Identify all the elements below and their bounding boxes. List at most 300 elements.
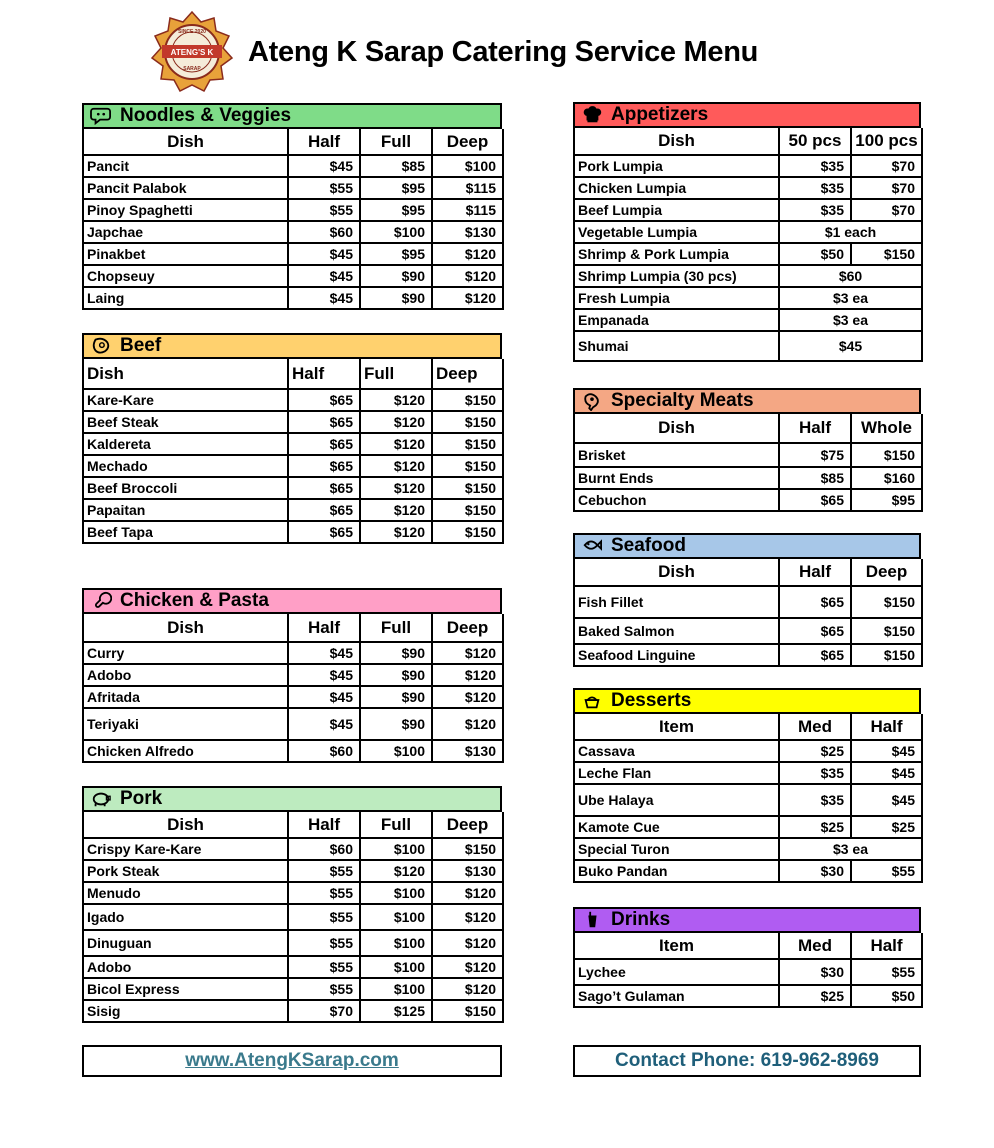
meat-icon [581, 391, 603, 411]
dish-name: Kamote Cue [574, 816, 779, 838]
price-cell: $55 [288, 860, 360, 882]
table-row [574, 586, 922, 618]
price-cell: $65 [288, 521, 360, 543]
dish-name: Shrimp Lumpia (30 pcs) [574, 265, 779, 287]
column-header: Full [360, 129, 432, 155]
table-row [574, 784, 922, 816]
price-cell: $100 [360, 904, 432, 930]
desserts-section-title [573, 688, 921, 714]
table-row [574, 243, 922, 265]
price-cell: $130 [432, 860, 503, 882]
dish-name: Crispy Kare-Kare [83, 838, 288, 860]
price-cell: $55 [288, 882, 360, 904]
column-header: Deep [432, 129, 503, 155]
dish-name: Pork Lumpia [574, 155, 779, 177]
table-header-row [574, 714, 922, 740]
price-cell: $60 [288, 838, 360, 860]
price-cell: $85 [779, 467, 851, 489]
dish-name: Fresh Lumpia [574, 287, 779, 309]
table-row [83, 740, 503, 762]
dish-name: Afritada [83, 686, 288, 708]
table-row [574, 331, 922, 361]
price-cell: $115 [432, 177, 503, 199]
column-header: Med [779, 714, 851, 740]
price-cell: $95 [851, 489, 922, 511]
table-row [83, 860, 503, 882]
dish-name: Pinakbet [83, 243, 288, 265]
table-row [83, 389, 503, 411]
price-cell: $65 [779, 489, 851, 511]
table-row [574, 985, 922, 1007]
price-cell: $95 [360, 177, 432, 199]
table-row [574, 860, 922, 882]
dish-name: Buko Pandan [574, 860, 779, 882]
price-cell: $90 [360, 642, 432, 664]
price-cell: $45 [288, 155, 360, 177]
table-row [83, 930, 503, 956]
dish-name: Lychee [574, 959, 779, 985]
column-header: Item [574, 933, 779, 959]
price-cell: $150 [432, 838, 503, 860]
price-cell: $70 [288, 1000, 360, 1022]
table-row [83, 221, 503, 243]
dish-name: Beef Tapa [83, 521, 288, 543]
cup-icon [581, 910, 603, 930]
price-cell: $25 [851, 816, 922, 838]
table-row [574, 177, 922, 199]
price-cell: $55 [851, 860, 922, 882]
table-row [83, 499, 503, 521]
dish-name: Curry [83, 642, 288, 664]
price-cell: $55 [288, 199, 360, 221]
price-cell: $120 [432, 265, 503, 287]
price-cell: $3 ea [779, 838, 922, 860]
price-cell: $65 [779, 586, 851, 618]
price-cell: $65 [288, 433, 360, 455]
noodles-title-text: Noodles & Veggies [120, 105, 292, 126]
dish-name: Baked Salmon [574, 618, 779, 644]
dish-name: Sago’t Gulaman [574, 985, 779, 1007]
noodles-section-title [82, 103, 502, 129]
price-cell: $35 [779, 155, 851, 177]
price-cell: $130 [432, 740, 503, 762]
contact-phone: Contact Phone: 619-962-8969 [573, 1045, 921, 1077]
desserts-table [573, 714, 923, 883]
table-row [83, 686, 503, 708]
price-cell: $45 [779, 331, 922, 361]
table-row [83, 265, 503, 287]
dish-name: Menudo [83, 882, 288, 904]
section-appetizers [573, 102, 921, 362]
price-cell: $3 ea [779, 287, 922, 309]
section-desserts [573, 688, 921, 883]
page-title: Ateng K Sarap Catering Service Menu [248, 35, 759, 68]
price-cell: $35 [779, 199, 851, 221]
price-cell: $65 [779, 644, 851, 666]
price-cell: $55 [851, 959, 922, 985]
specialty-section-title [573, 388, 921, 414]
table-row [83, 708, 503, 740]
price-cell: $120 [360, 860, 432, 882]
price-cell: $115 [432, 199, 503, 221]
column-header: Dish [83, 359, 288, 389]
table-row [574, 959, 922, 985]
column-header: Dish [83, 129, 288, 155]
table-header-row [574, 933, 922, 959]
column-header: Half [851, 714, 922, 740]
table-row [574, 740, 922, 762]
price-cell: $50 [851, 985, 922, 1007]
dish-name: Seafood Linguine [574, 644, 779, 666]
price-cell: $120 [432, 664, 503, 686]
price-cell: $120 [360, 411, 432, 433]
price-cell: $150 [432, 455, 503, 477]
price-cell: $120 [432, 686, 503, 708]
price-cell: $150 [432, 389, 503, 411]
table-row [83, 882, 503, 904]
price-cell: $55 [288, 930, 360, 956]
table-row [574, 489, 922, 511]
column-header: Deep [432, 359, 503, 389]
dish-name: Special Turon [574, 838, 779, 860]
table-row [83, 956, 503, 978]
table-row [83, 664, 503, 686]
dish-name: Chopseuy [83, 265, 288, 287]
column-header: 50 pcs [779, 128, 851, 155]
column-header: Deep [432, 614, 503, 642]
seafood-title-text: Seafood [611, 535, 686, 556]
dish-name: Adobo [83, 664, 288, 686]
price-cell: $125 [360, 1000, 432, 1022]
price-cell: $130 [432, 221, 503, 243]
table-row [83, 243, 503, 265]
price-cell: $150 [432, 521, 503, 543]
seafood-section-title [573, 533, 921, 559]
price-cell: $100 [360, 882, 432, 904]
table-row [574, 644, 922, 666]
price-cell: $30 [779, 959, 851, 985]
price-cell: $150 [432, 411, 503, 433]
table-row [574, 838, 922, 860]
table-row [83, 177, 503, 199]
table-row [83, 199, 503, 221]
price-cell: $60 [288, 221, 360, 243]
table-row [574, 618, 922, 644]
table-row [83, 477, 503, 499]
column-header: Full [360, 812, 432, 838]
price-cell: $3 ea [779, 309, 922, 331]
price-cell: $45 [288, 243, 360, 265]
price-cell: $25 [779, 985, 851, 1007]
table-row [83, 642, 503, 664]
section-specialty-meats [573, 388, 921, 512]
column-header: Half [288, 129, 360, 155]
dish-name: Cassava [574, 740, 779, 762]
beef-title-text: Beef [120, 335, 162, 356]
table-row [83, 433, 503, 455]
price-cell: $1 each [779, 221, 922, 243]
price-cell: $65 [288, 411, 360, 433]
price-cell: $120 [432, 904, 503, 930]
logo-icon [148, 10, 236, 94]
table-row [574, 816, 922, 838]
specialty-title-text: Specialty Meats [611, 390, 754, 411]
price-cell: $100 [360, 978, 432, 1000]
price-cell: $60 [288, 740, 360, 762]
drinks-table [573, 933, 923, 1008]
dish-name: Papaitan [83, 499, 288, 521]
dish-name: Ube Halaya [574, 784, 779, 816]
column-header: Dish [83, 812, 288, 838]
price-cell: $120 [432, 930, 503, 956]
column-header: Half [779, 559, 851, 586]
seafood-table [573, 559, 923, 667]
pork-title-text: Pork [120, 788, 163, 809]
column-header: Dish [83, 614, 288, 642]
price-cell: $120 [360, 499, 432, 521]
dish-name: Dinuguan [83, 930, 288, 956]
table-row [83, 455, 503, 477]
table-row [574, 443, 922, 467]
price-cell: $90 [360, 686, 432, 708]
appetizers-title-text: Appetizers [611, 104, 709, 125]
table-row [574, 265, 922, 287]
specialty-table [573, 414, 923, 512]
dish-name: Mechado [83, 455, 288, 477]
price-cell: $65 [288, 499, 360, 521]
price-cell: $45 [851, 784, 922, 816]
price-cell: $25 [779, 740, 851, 762]
fish-icon [581, 536, 603, 556]
dish-name: Beef Lumpia [574, 199, 779, 221]
price-cell: $65 [288, 389, 360, 411]
dish-name: Leche Flan [574, 762, 779, 784]
price-cell: $95 [360, 243, 432, 265]
table-header-row [83, 614, 503, 642]
price-cell: $55 [288, 956, 360, 978]
table-header-row [574, 414, 922, 443]
price-cell: $70 [851, 155, 922, 177]
column-header: Half [288, 359, 360, 389]
price-cell: $45 [851, 762, 922, 784]
price-cell: $120 [360, 389, 432, 411]
price-cell: $65 [288, 477, 360, 499]
price-cell: $55 [288, 904, 360, 930]
dish-name: Vegetable Lumpia [574, 221, 779, 243]
table-row [574, 309, 922, 331]
price-cell: $150 [851, 618, 922, 644]
svg-text:SINCE 2020: SINCE 2020 [178, 29, 206, 35]
price-cell: $90 [360, 265, 432, 287]
column-header: Med [779, 933, 851, 959]
price-cell: $150 [432, 477, 503, 499]
price-cell: $150 [432, 499, 503, 521]
price-cell: $150 [851, 586, 922, 618]
table-row [574, 221, 922, 243]
dish-name: Burnt Ends [574, 467, 779, 489]
section-pork [82, 786, 502, 1023]
price-cell: $150 [851, 243, 922, 265]
table-header-row [83, 359, 503, 389]
table-row [83, 287, 503, 309]
dish-name: Shrimp & Pork Lumpia [574, 243, 779, 265]
chicken-table [82, 614, 504, 763]
price-cell: $90 [360, 664, 432, 686]
price-cell: $90 [360, 708, 432, 740]
price-cell: $65 [779, 618, 851, 644]
dish-name: Shumai [574, 331, 779, 361]
price-cell: $35 [779, 784, 851, 816]
drinks-title-text: Drinks [611, 909, 671, 930]
price-cell: $60 [779, 265, 922, 287]
price-cell: $35 [779, 177, 851, 199]
price-cell: $100 [360, 221, 432, 243]
steak-icon [90, 336, 112, 356]
dish-name: Bicol Express [83, 978, 288, 1000]
dish-name: Igado [83, 904, 288, 930]
noodles-table [82, 129, 504, 310]
price-cell: $50 [779, 243, 851, 265]
column-header: Half [779, 414, 851, 443]
appetizers-table [573, 128, 923, 362]
price-cell: $70 [851, 177, 922, 199]
price-cell: $85 [360, 155, 432, 177]
price-cell: $120 [432, 978, 503, 1000]
price-cell: $45 [288, 642, 360, 664]
column-header: Half [288, 614, 360, 642]
dish-name: Japchae [83, 221, 288, 243]
price-cell: $100 [360, 838, 432, 860]
price-cell: $100 [360, 930, 432, 956]
dish-name: Laing [83, 287, 288, 309]
price-cell: $45 [288, 265, 360, 287]
column-header: Dish [574, 128, 779, 155]
table-row [574, 467, 922, 489]
dish-name: Kare-Kare [83, 389, 288, 411]
section-beef [82, 333, 502, 544]
column-header: Dish [574, 559, 779, 586]
price-cell: $45 [288, 287, 360, 309]
price-cell: $25 [779, 816, 851, 838]
section-drinks [573, 907, 921, 1008]
table-row [83, 904, 503, 930]
desserts-title-text: Desserts [611, 690, 692, 711]
speech-bubble-icon [90, 106, 112, 126]
dish-name: Beef Broccoli [83, 477, 288, 499]
price-cell: $55 [288, 978, 360, 1000]
price-cell: $100 [360, 956, 432, 978]
chicken-title-text: Chicken & Pasta [120, 590, 269, 611]
price-cell: $160 [851, 467, 922, 489]
beef-table [82, 359, 504, 544]
table-row [574, 155, 922, 177]
pork-section-title [82, 786, 502, 812]
table-header-row [83, 812, 503, 838]
price-cell: $45 [851, 740, 922, 762]
drumstick-icon [90, 591, 112, 611]
pig-icon [90, 789, 112, 809]
dish-name: Brisket [574, 443, 779, 467]
dish-name: Pancit Palabok [83, 177, 288, 199]
table-row [83, 838, 503, 860]
price-cell: $100 [432, 155, 503, 177]
price-cell: $65 [288, 455, 360, 477]
price-cell: $70 [851, 199, 922, 221]
svg-text:ATENG'S K: ATENG'S K [170, 48, 214, 57]
price-cell: $55 [288, 177, 360, 199]
column-header: 100 pcs [851, 128, 922, 155]
price-cell: $120 [360, 477, 432, 499]
price-cell: $45 [288, 686, 360, 708]
price-cell: $120 [432, 956, 503, 978]
table-row [83, 155, 503, 177]
price-cell: $150 [432, 433, 503, 455]
chicken-section-title [82, 588, 502, 614]
chef-hat-icon [581, 105, 603, 125]
dish-name: Pinoy Spaghetti [83, 199, 288, 221]
table-row [83, 521, 503, 543]
column-header: Half [851, 933, 922, 959]
price-cell: $150 [851, 644, 922, 666]
section-noodles-veggies [82, 103, 502, 310]
dish-name: Chicken Lumpia [574, 177, 779, 199]
dish-name: Chicken Alfredo [83, 740, 288, 762]
table-row [574, 287, 922, 309]
table-row [574, 762, 922, 784]
beef-section-title [82, 333, 502, 359]
section-seafood [573, 533, 921, 667]
dish-name: Fish Fillet [574, 586, 779, 618]
price-cell: $120 [432, 287, 503, 309]
column-header: Half [288, 812, 360, 838]
section-chicken-pasta [82, 588, 502, 763]
dish-name: Cebuchon [574, 489, 779, 511]
price-cell: $120 [432, 243, 503, 265]
dish-name: Pancit [83, 155, 288, 177]
table-row [83, 1000, 503, 1022]
column-header: Deep [851, 559, 922, 586]
price-cell: $120 [360, 433, 432, 455]
table-row [83, 411, 503, 433]
price-cell: $100 [360, 740, 432, 762]
price-cell: $120 [432, 708, 503, 740]
column-header: Full [360, 359, 432, 389]
price-cell: $45 [288, 664, 360, 686]
price-cell: $45 [288, 708, 360, 740]
table-header-row [574, 559, 922, 586]
price-cell: $30 [779, 860, 851, 882]
pork-table [82, 812, 504, 1023]
price-cell: $120 [360, 521, 432, 543]
price-cell: $35 [779, 762, 851, 784]
table-row [83, 978, 503, 1000]
price-cell: $120 [360, 455, 432, 477]
price-cell: $95 [360, 199, 432, 221]
dish-name: Beef Steak [83, 411, 288, 433]
table-header-row [574, 128, 922, 155]
column-header: Deep [432, 812, 503, 838]
dish-name: Empanada [574, 309, 779, 331]
column-header: Full [360, 614, 432, 642]
table-header-row [83, 129, 503, 155]
website-link[interactable]: www.AtengKSarap.com [82, 1045, 502, 1077]
column-header: Whole [851, 414, 922, 443]
svg-text:SARAP: SARAP [183, 66, 201, 72]
price-cell: $150 [432, 1000, 503, 1022]
drinks-section-title [573, 907, 921, 933]
price-cell: $120 [432, 642, 503, 664]
price-cell: $75 [779, 443, 851, 467]
